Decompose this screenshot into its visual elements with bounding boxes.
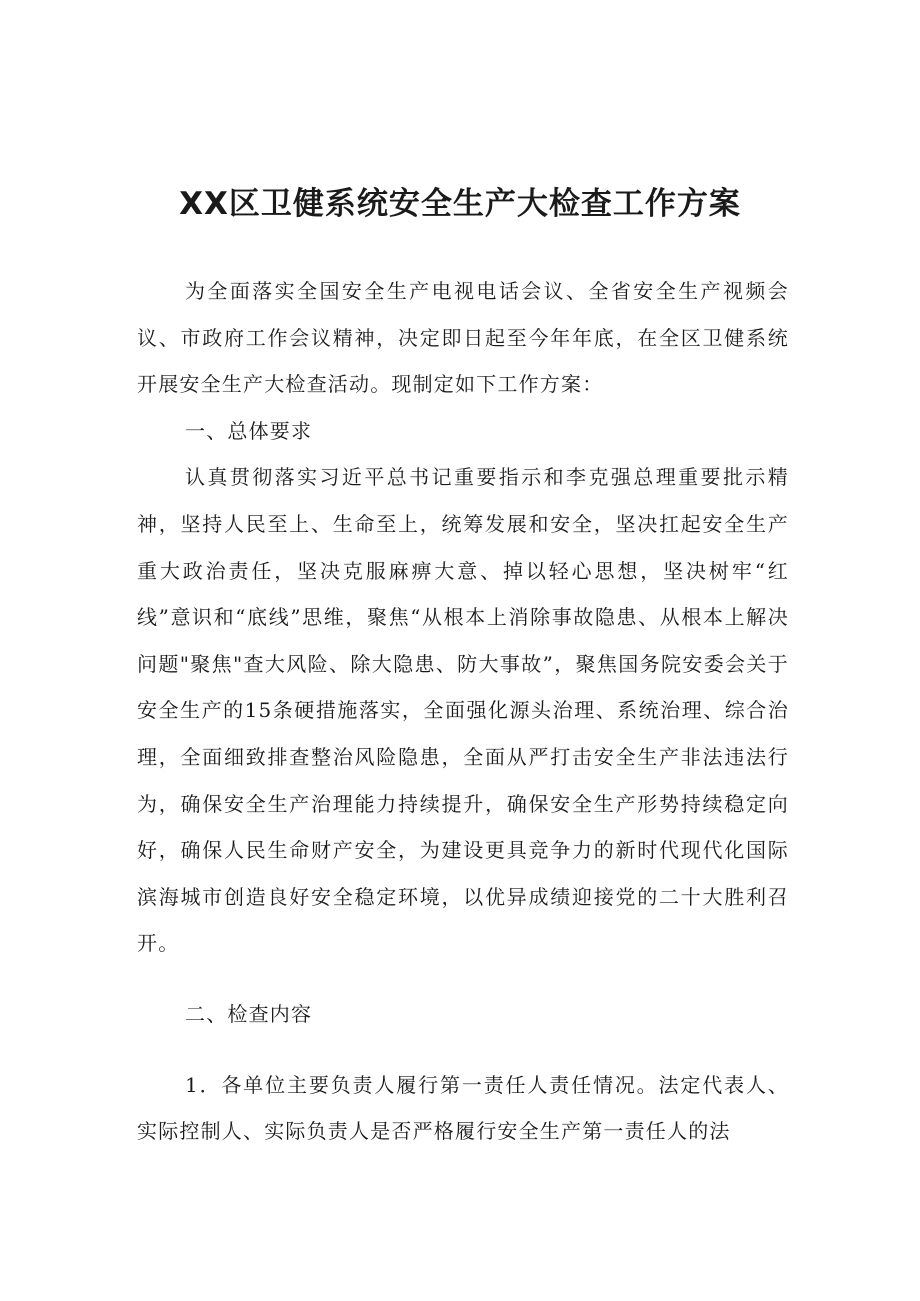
item-1-paragraph: 1．各单位主要负责人履行第一责任人责任情况。法定代表人、实际控制人、实际负责人是否严格履行安全生产第一责任人的法 (137, 1072, 789, 1144)
section-2-heading: 二、检查内容 (185, 1001, 313, 1026)
document-title: XX区卫健系统安全生产大检查工作方案 (179, 186, 741, 222)
paragraph-spacer (137, 1038, 789, 1062)
paragraph-spacer (137, 967, 789, 991)
intro-paragraph: 为全面落实全国安全生产电视电话会议、全省安全生产视频会议、市政府工作会议精神，决定即日起至今年年底，在全区卫健系统开展安全生产大检查活动。现制定如下工作方案： (137, 279, 789, 397)
section-1-heading: 一、总体要求 (185, 418, 313, 443)
document-body (137, 268, 789, 1155)
section-1-body: 认真贯彻落实习近平总书记重要指示和李克强总理重要批示精神，坚持人民至上、生命至上，统筹发展和安全，坚决扛起安全生产重大政治责任，坚决克服麻痹大意、掉以轻心思想，坚决树牢“红线”意识和“底线”思维，聚焦“从根本上消除事故隐患、从根本上解决问题"聚焦"查大风险、除大隐患、防大事故”，聚焦国务院安委会关于安全生产的15条硬措施落实，全面强化源头治理、系统治理、综合治理，全面细致排查整治风险隐患，全面从严打击安全生产非法违法行为，确保安全生产治理能力持续提升，确保安全生产形势持续稳定向好，确保人民生命财产安全，为建设更具竞争力的新时代现代化国际滨海城市创造良好安全稳定环境，以优异成绩迎接党的二十大胜利召开。 (137, 465, 789, 956)
